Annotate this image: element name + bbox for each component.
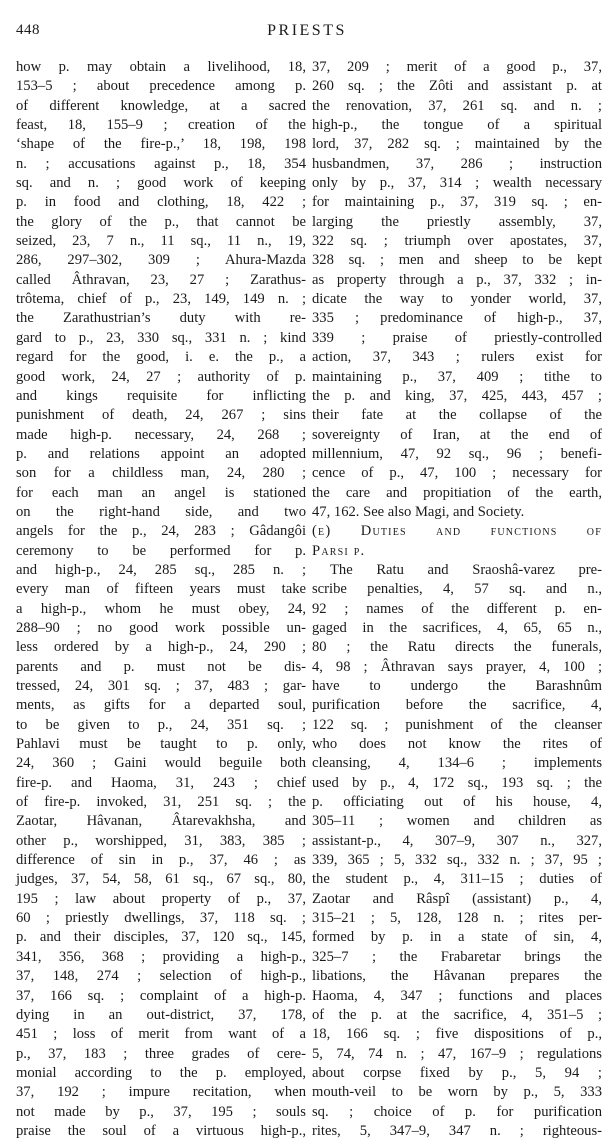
- index-line: 451 ; loss of merit from want of a: [16, 1026, 306, 1043]
- index-line: 335 ; predominance of high-p., 37,: [312, 310, 602, 327]
- index-line: who does not know the rites of: [312, 736, 602, 753]
- index-line: less ordered by a high-p., 24, 290 ;: [16, 639, 306, 656]
- index-line: the renovation, 37, 261 sq. and n. ;: [312, 97, 602, 114]
- index-line: praise the soul of a virtuous high-p.,: [16, 1122, 306, 1139]
- index-line: Pahlavi must be taught to p. only,: [16, 736, 306, 753]
- index-line: high-p., the tongue of a spiritual: [312, 117, 602, 134]
- index-line: on the right-hand side, and two: [16, 503, 306, 520]
- index-line: 37, 166 sq. ; complaint of a high-p.: [16, 987, 306, 1004]
- index-line: rites, 5, 347–9, 347 n. ; righteous-: [312, 1122, 602, 1139]
- index-line: gard to p., 23, 330 sq., 331 n. ; kind: [16, 329, 306, 346]
- index-line: gaged in the sacrifices, 4, 65, 65 n.,: [312, 619, 602, 636]
- index-line: 328 sq. ; men and sheep to be kept: [312, 252, 602, 269]
- index-line: how p. may obtain a livelihood, 18,: [16, 59, 306, 75]
- index-line: 305–11 ; women and children as: [312, 813, 602, 830]
- index-line: The Ratu and Sraoshâ-varez pre-: [330, 561, 602, 578]
- index-line: sq. ; choice of p. for purification: [312, 1103, 602, 1120]
- index-line: sq. and n. ; good work of keeping: [16, 175, 306, 192]
- index-line: 4, 98 ; Âthravan says prayer, 4, 100 ;: [312, 658, 602, 675]
- index-line: judges, 37, 54, 58, 61 sq., 67 sq., 80,: [16, 871, 306, 888]
- index-line: p. and their disciples, 37, 120 sq., 145,: [16, 929, 306, 946]
- index-line: cence of p., 47, 100 ; necessary for: [312, 465, 602, 482]
- index-line: ceremony to be performed for p.: [16, 542, 306, 559]
- index-line: scribe penalties, 4, 57 sq. and n.,: [312, 581, 602, 598]
- index-line: other p., worshipped, 31, 383, 385 ;: [16, 832, 306, 849]
- index-line: 339 ; praise of priestly-controlled: [312, 329, 602, 346]
- index-line: for maintaining p., 37, 319 sq. ; en-: [312, 194, 602, 211]
- index-line: as property through a p., 37, 332 ; in-: [312, 271, 602, 288]
- index-line: action, 37, 343 ; rulers exist for: [312, 349, 602, 366]
- index-line: Haoma, 4, 347 ; functions and places: [312, 987, 602, 1004]
- index-line: angels for the p., 24, 283 ; Gâdangôi: [16, 523, 306, 540]
- section-heading: (e) Duties and functions of: [312, 523, 602, 540]
- index-line: punishment of death, 24, 267 ; sins: [16, 407, 306, 424]
- left-column: [16, 58, 306, 1141]
- index-line: 18, 166 sq. ; five dispositions of p.,: [312, 1026, 602, 1043]
- index-line: the student p., 4, 311–15 ; duties of: [312, 871, 602, 888]
- index-line: the glory of the p., that cannot be: [16, 213, 306, 230]
- index-line: 122 sq. ; punishment of the cleanser: [312, 716, 602, 733]
- index-line: 5, 74, 74 n. ; 47, 167–9 ; regulations: [312, 1045, 602, 1062]
- right-column: [312, 58, 602, 1141]
- index-line: 37, 209 ; merit of a good p., 37,: [312, 59, 602, 75]
- index-line: 80 ; the Ratu directs the funerals,: [312, 639, 602, 656]
- index-line: purification before the sacrifice, 4,: [312, 697, 602, 714]
- index-line: cleansing, 4, 134–6 ; implements: [312, 755, 602, 772]
- index-line: son for a childless man, 24, 280 ;: [16, 465, 306, 482]
- page-number: 448: [16, 22, 40, 38]
- index-line: have to undergo the Barashnûm: [312, 678, 602, 694]
- index-line: 153–5 ; about precedence among p.: [16, 78, 306, 95]
- index-line: 60 ; priestly dwellings, 37, 118 sq. ;: [16, 910, 306, 927]
- index-line: good work, 24, 27 ; authority of p.: [16, 368, 306, 385]
- index-line: p. in food and clothing, 18, 422 ;: [16, 194, 306, 211]
- index-line: made high-p. necessary, 24, 268 ;: [16, 426, 306, 443]
- index-line: a high-p., whom he must obey, 24,: [16, 600, 306, 617]
- index-line: their fate at the collapse of the: [312, 407, 602, 424]
- index-line: used by p., 4, 172 sq., 193 sq. ; the: [312, 774, 602, 791]
- index-line: about corpse fixed by p., 5, 94 ;: [312, 1064, 602, 1081]
- index-line: p., 37, 183 ; three grades of cere-: [16, 1045, 306, 1062]
- page-header: [16, 22, 598, 44]
- index-line: 24, 360 ; Gaini would beguile both: [16, 755, 306, 772]
- index-line: 37, 192 ; impure recitation, when: [16, 1084, 306, 1101]
- index-line: not made by p., 37, 195 ; souls: [16, 1103, 306, 1120]
- index-line: 315–21 ; 5, 128, 128 n. ; rites per-: [312, 910, 602, 927]
- index-line: dying in an out-district, 37, 178,: [16, 1006, 306, 1023]
- index-line: 92 ; names of the different p. en-: [312, 600, 602, 617]
- index-line: for each man an angel is stationed: [16, 484, 306, 501]
- index-line: regard for the good, i. e. the p., a: [16, 349, 306, 366]
- index-line: 325–7 ; the Frabaretar brings the: [312, 948, 602, 965]
- index-line: of fire-p. invoked, 31, 251 sq. ; the: [16, 794, 306, 811]
- index-line: to be given to p., 24, 351 sq. ;: [16, 716, 306, 733]
- index-line: and kings requisite for inflicting: [16, 387, 306, 404]
- index-line: dicate the way to yonder world, 37,: [312, 291, 602, 308]
- index-line: 339, 365 ; 5, 332 sq., 332 n. ; 37, 95 ;: [312, 852, 602, 869]
- index-line: libations, the Hâvanan prepares the: [312, 968, 602, 985]
- running-title: PRIESTS: [267, 22, 347, 39]
- section-heading: Parsi p.: [312, 542, 366, 559]
- index-line: 286, 297–302, 309 ; Ahura-Mazda: [16, 252, 306, 269]
- index-line: the care and propitiation of the earth,: [312, 484, 602, 501]
- index-line: Zaotar and Râspî (assistant) p., 4,: [312, 890, 602, 907]
- index-line: every man of fifteen years must take: [16, 581, 306, 598]
- index-line: only by p., 37, 314 ; wealth necessary: [312, 175, 602, 192]
- index-line: fire-p. and Haoma, 31, 243 ; chief: [16, 774, 306, 791]
- index-line: tressed, 24, 301 sq. ; 37, 483 ; gar-: [16, 678, 306, 694]
- index-line: feast, 18, 155–9 ; creation of the: [16, 117, 306, 134]
- index-line: p. officiating out of his house, 4,: [312, 794, 602, 811]
- index-line: assistant-p., 4, 307–9, 307 n., 327,: [312, 832, 602, 849]
- index-line: of different knowledge, at a sacred: [16, 97, 306, 114]
- index-line: mouth-veil to be worn by p., 5, 333: [312, 1084, 602, 1101]
- index-line: the p. and king, 37, 425, 443, 457 ;: [312, 387, 602, 404]
- index-line: 260 sq. ; the Zôti and assistant p. at: [312, 78, 602, 95]
- index-line: maintaining p., 37, 409 ; tithe to: [312, 368, 602, 385]
- index-line: 288–90 ; no good work possible un-: [16, 619, 306, 636]
- index-line: ments, as gifts for a departed soul,: [16, 697, 306, 714]
- index-line: millennium, 47, 92 sq., 96 ; benefi-: [312, 445, 602, 462]
- index-line: trôtema, chief of p., 23, 149, 149 n. ;: [16, 291, 306, 308]
- index-line: formed by p. in a state of sin, 4,: [312, 929, 602, 946]
- index-line: monial according to the p. employed,: [16, 1064, 306, 1081]
- index-line: larging the priestly assembly, 37,: [312, 213, 602, 230]
- index-line: seized, 23, 7 n., 11 sq., 11 n., 19,: [16, 233, 306, 250]
- index-line: husbandmen, 37, 286 ; instruction: [312, 155, 602, 172]
- index-line: ‘shape of the fire-p.,’ 18, 198, 198: [16, 136, 306, 153]
- index-line: 37, 148, 274 ; selection of high-p.,: [16, 968, 306, 985]
- index-line: the Zarathustrian’s duty with re-: [16, 310, 306, 327]
- index-line: 322 sq. ; triumph over apostates, 37,: [312, 233, 602, 250]
- index-line: difference of sin in p., 37, 46 ; as: [16, 852, 306, 869]
- index-line: 47, 162. See also Magi, and Society.: [312, 503, 525, 520]
- index-line: 195 ; law about property of p., 37,: [16, 890, 306, 907]
- index-line: Zaotar, Hâvanan, Âtarevakhsha, and: [16, 813, 306, 830]
- index-line: and high-p., 24, 285 sq., 285 n. ;: [16, 561, 306, 578]
- index-line: n. ; accusations against p., 18, 354: [16, 155, 306, 172]
- index-line: lord, 37, 282 sq. ; maintained by the: [312, 136, 602, 153]
- index-line: p. and relations appoint an adopted: [16, 445, 306, 462]
- index-line: 341, 356, 368 ; providing a high-p.,: [16, 948, 306, 965]
- index-line: parents and p. must not be dis-: [16, 658, 306, 675]
- index-line: of the p. at the sacrifice, 4, 351–5 ;: [312, 1006, 602, 1023]
- index-line: sovereignty of Iran, at the end of: [312, 426, 602, 443]
- index-line: called Âthravan, 23, 27 ; Zarathus-: [16, 271, 306, 288]
